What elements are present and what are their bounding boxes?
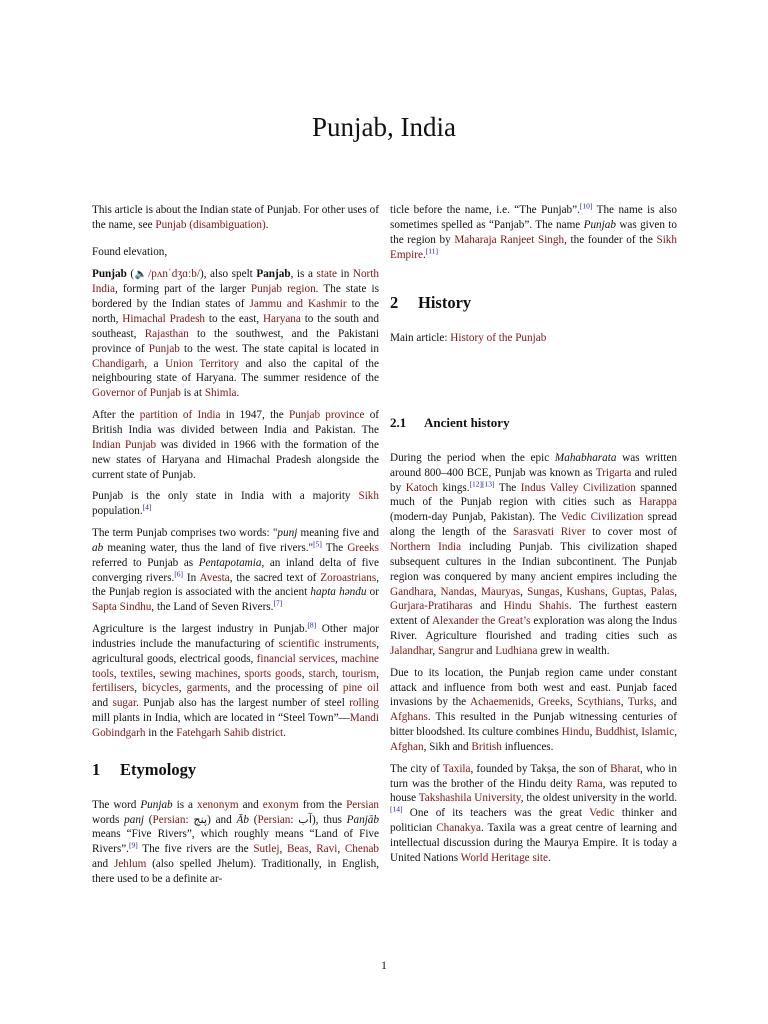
page-title: Punjab, India [312,112,456,142]
link[interactable]: Hindu [561,726,590,739]
link[interactable]: Fatehgarh Sahib district [176,727,284,739]
term-paragraph: The term Punjab comprises two words: "punj meaning five and ab meaning water, thus the land of five rivers."[5] The Greeks referred to Punjab as Pentapotamia, an inland delta of five converging rivers.[6] In Avesta, the sacred text of Zoroastrians, the Punjab region is associated with the ancient hapta həndu or Sapta Sindhu, the Land of Seven Rivers.[7] [92,527,379,614]
link[interactable]: Kushans [566,585,605,598]
link[interactable]: Afghan [390,740,424,753]
link[interactable]: Punjab region [250,283,316,296]
link[interactable]: Vedic Civilization [560,511,644,524]
link[interactable]: sugar [112,697,137,710]
link[interactable]: Haryana [262,313,301,326]
link[interactable]: Governor of Punjab [92,387,181,400]
intro-paragraph: Punjab (🔈/pʌnˈdʒɑːb/), also spelt Panjab, is a state in North India, forming part of the larger Punjab region. The state is bordered by the Indian states of Jammu and Kashmir to the north, Himachal Pradesh to the east, Haryana to the south and southeast, Rajasthan to the southwest, and the Pakistani province of Punjab to the west. The state capital is located in Chandigarh, a Union Territory and also the capital of the neighbouring state of Haryana. The summer residence of the Governor of Punjab is at Shimla. [92,267,380,400]
citation[interactable]: [8] [307,620,317,630]
link[interactable]: Sungas [527,585,560,598]
link[interactable]: Buddhist [595,726,636,739]
link[interactable]: scientific instruments [278,637,377,650]
sikh-paragraph: Punjab is the only state in India with a majority Sikh population.[4] [92,490,379,518]
link[interactable]: Hindu Shahis [503,600,569,613]
link[interactable]: Greeks [538,696,570,709]
link[interactable]: Himachal Pradesh [122,313,206,326]
link[interactable]: World Heritage site [460,851,548,864]
link[interactable]: Islamic [641,726,675,739]
link[interactable]: Mandi Gobindgarh [92,712,379,739]
hatnote: This article is about the Indian state of Punjab. For other uses of the name, see Punjab (disambiguation). [92,204,379,231]
citation[interactable]: [6] [174,568,184,578]
speaker-icon[interactable]: 🔈 [134,268,149,280]
main-article-note: Main article: History of the Punjab [390,332,547,345]
link[interactable]: Sutlej [253,843,280,856]
link[interactable]: machine tools [92,652,380,680]
etymology-paragraph: The word Punjab is a xenonym and exonym from the Persian words panj (Persian: پنج) and Āb (Persian: آب), thus Panjāb means “Five Rivers”, which roughly means “Land of Five Rivers”.[9] The five rivers are the Sutlej, Beas, Ravi, Chenab and Jehlum (also spelled Jhelum). Traditionally, in English, there used to be a definite ar- [92,798,380,885]
link[interactable]: Chenab [344,843,380,856]
citation[interactable]: [7] [273,598,283,608]
link[interactable]: state [316,267,338,280]
citation[interactable]: [12][13] [469,478,495,488]
link[interactable]: Union Territory [165,357,239,370]
found-elevation-text: Found elevation, [92,245,168,258]
link[interactable]: Takshashila University [418,792,521,805]
section-heading-history: 2 History [390,293,472,313]
link[interactable]: financial services [256,652,336,665]
section-heading-etymology: 1 Etymology [92,759,197,779]
link[interactable]: Achaemenids [470,696,531,709]
link[interactable]: Persian [346,798,380,811]
link[interactable]: Sikh Empire [390,233,677,261]
link[interactable]: Indian Punjab [92,438,157,451]
taxila-paragraph: The city of Taxila, founded by Takṣa, the son of Bharat, who in turn was the brother of the Hindu deity Rama, was reputed to house Takshashila University, the oldest university in the world.[14] One of its teachers was the great Vedic thinker and politician Chanakya. Taxila was a great centre of learning and intellectual discussion during the Maurya Empire. It is today a United Nations World Heritage site. [390,762,678,864]
citation[interactable]: [14] [390,804,403,814]
link[interactable]: Taxila [442,762,471,775]
link[interactable]: Punjab province [288,409,365,422]
link-punjab-disambiguation[interactable]: Punjab (disambiguation) [155,218,266,231]
citation[interactable]: [10] [579,201,593,211]
link[interactable]: Rama [576,777,603,790]
link[interactable]: partition of India [139,409,221,422]
link[interactable]: Jehlum [113,858,147,871]
link[interactable]: Scythians [577,696,621,709]
ipa-pronunciation[interactable]: /pʌnˈdʒɑːb/ [148,267,200,280]
link[interactable]: Bharat [610,762,640,775]
link[interactable]: fertilisers [92,682,135,695]
right-column [390,203,677,873]
link[interactable]: Alexander the Great’s [431,615,531,628]
link[interactable]: Guptas [611,585,644,598]
link[interactable]: Ravi [316,843,338,856]
link[interactable]: Katoch [405,481,439,494]
link[interactable]: Northern India [390,540,462,553]
link[interactable]: Greeks [347,541,379,554]
link[interactable]: Harappa [639,496,677,509]
link[interactable]: starch [308,667,336,680]
link[interactable]: British [471,740,502,753]
link[interactable]: Vedic [589,807,615,820]
link[interactable]: textiles [120,667,153,680]
link[interactable]: Shimla [204,387,237,400]
link-history-of-punjab[interactable]: History of the Punjab [450,332,547,345]
citation[interactable]: [9] [128,840,138,850]
link[interactable]: Jammu and Kashmir [249,298,347,311]
citation[interactable]: [11] [425,245,438,255]
etymology-continued: ticle before the name, i.e. “The Punjab”.[10] The name is also sometimes spelled as “Panjab”. The name Punjab was given to the region by Maharaja Ranjeet Singh, the founder of the Sikh Empire.[11] [390,201,677,261]
link[interactable]: rolling [349,697,379,710]
link[interactable]: Trigarta [595,466,632,479]
link[interactable]: Maharaja Ranjeet Singh [454,233,565,246]
link[interactable]: exonym [262,798,299,811]
subsection-heading-ancient-history: 2.1 Ancient history [390,415,510,431]
partition-paragraph: After the partition of India in 1947, the Punjab province of British India was divided between India and Pakistan. The Indian Punjab was divided in 1966 with the formation of the new states of Haryana and Himachal Pradesh alongside the current state of Punjab. [92,409,380,481]
link[interactable]: Chanakya [436,822,481,835]
link[interactable]: xenonym [196,798,239,811]
location-paragraph: Due to its location, the Punjab region came under constant attack and influence from both west and east. Punjab faced invasions by the Achaemenids, Greeks, Scythians, Turks, and Afghans. This resulted in the Punjab witnessing centuries of bitter bloodshed. Its culture combines Hindu, Buddhist, Islamic, Afghan, Sikh and British influences. [390,666,678,753]
link[interactable]: Chandigarh [92,357,145,370]
link[interactable]: sports goods [244,667,302,680]
link[interactable]: Zoroastrians [320,571,377,584]
link[interactable]: Beas [286,843,309,856]
ancient-paragraph: During the period when the epic Mahabharata was written around 800–400 BCE, Punjab was known as Trigarta and ruled by Katoch kings.[12][13] The Indus Valley Civilization spanned much of the Punjab region with cities such as Harappa (modern-day Punjab, Pakistan). The Vedic Civilization spread along the length of the Sarasvati River to cover most of Northern India including Punjab. This civilization shaped subsequent cultures in the Indian subcontinent. The Punjab region was conquered by many ancient empires including the Gandhara, Nandas, Mauryas, Sungas, Kushans, Guptas, Palas, Gurjara-Pratiharas and Hindu Shahis. The furthest eastern extent of Alexander the Great’s exploration was along the Indus River. Agriculture flourished and trading cities such as Jalandhar, Sangrur and Ludhiana grew in wealth. [390,451,678,657]
link[interactable]: garments [186,682,228,695]
link[interactable]: pine oil [342,682,379,695]
citation[interactable]: [5] [313,539,322,549]
link[interactable]: Indus Valley Civilization [520,481,636,494]
link[interactable]: Ludhiana [495,644,538,657]
page-number: 1 [381,960,387,972]
link[interactable]: bicycles [142,682,179,695]
citation[interactable]: [4] [142,502,152,512]
link[interactable]: Palas [650,585,675,598]
link[interactable]: Jalandhar [390,644,433,657]
link[interactable]: Turks [627,696,654,709]
link[interactable]: Rajasthan [144,327,189,340]
link[interactable]: Gandhara [390,585,434,598]
agriculture-paragraph: Agriculture is the largest industry in Punjab.[8] Other major industries include the manufacturing of scientific instruments, agricultural goods, electrical goods, financial services, machine tools, textiles, sewing machines, sports goods, starch, tourism, fertilisers, bicycles, garments, and the processing of pine oil and sugar. Punjab also has the largest number of steel rolling mill plants in India, which are located in “Steel Town”—Mandi Gobindgarh in the Fatehgarh Sahib district. [92,620,380,739]
left-column [92,203,379,894]
link[interactable]: North India [92,267,379,296]
link[interactable]: Persian [152,813,186,826]
link[interactable]: Nandas [440,585,475,598]
link[interactable]: sewing machines [159,667,238,680]
link[interactable]: Sapta Sindhu [92,601,152,614]
link[interactable]: Sarasvati River [512,526,586,539]
link[interactable]: Sikh [358,490,379,503]
link[interactable]: Punjab [148,342,180,355]
link[interactable]: tourism [342,667,377,680]
link[interactable]: Afghans [390,711,428,724]
link[interactable]: Avesta [199,571,230,584]
link[interactable]: Sangrur [438,644,474,657]
link[interactable]: Mauryas [480,585,521,598]
link[interactable]: Persian [257,813,291,826]
link[interactable]: Gurjara-Pratiharas [390,600,473,613]
